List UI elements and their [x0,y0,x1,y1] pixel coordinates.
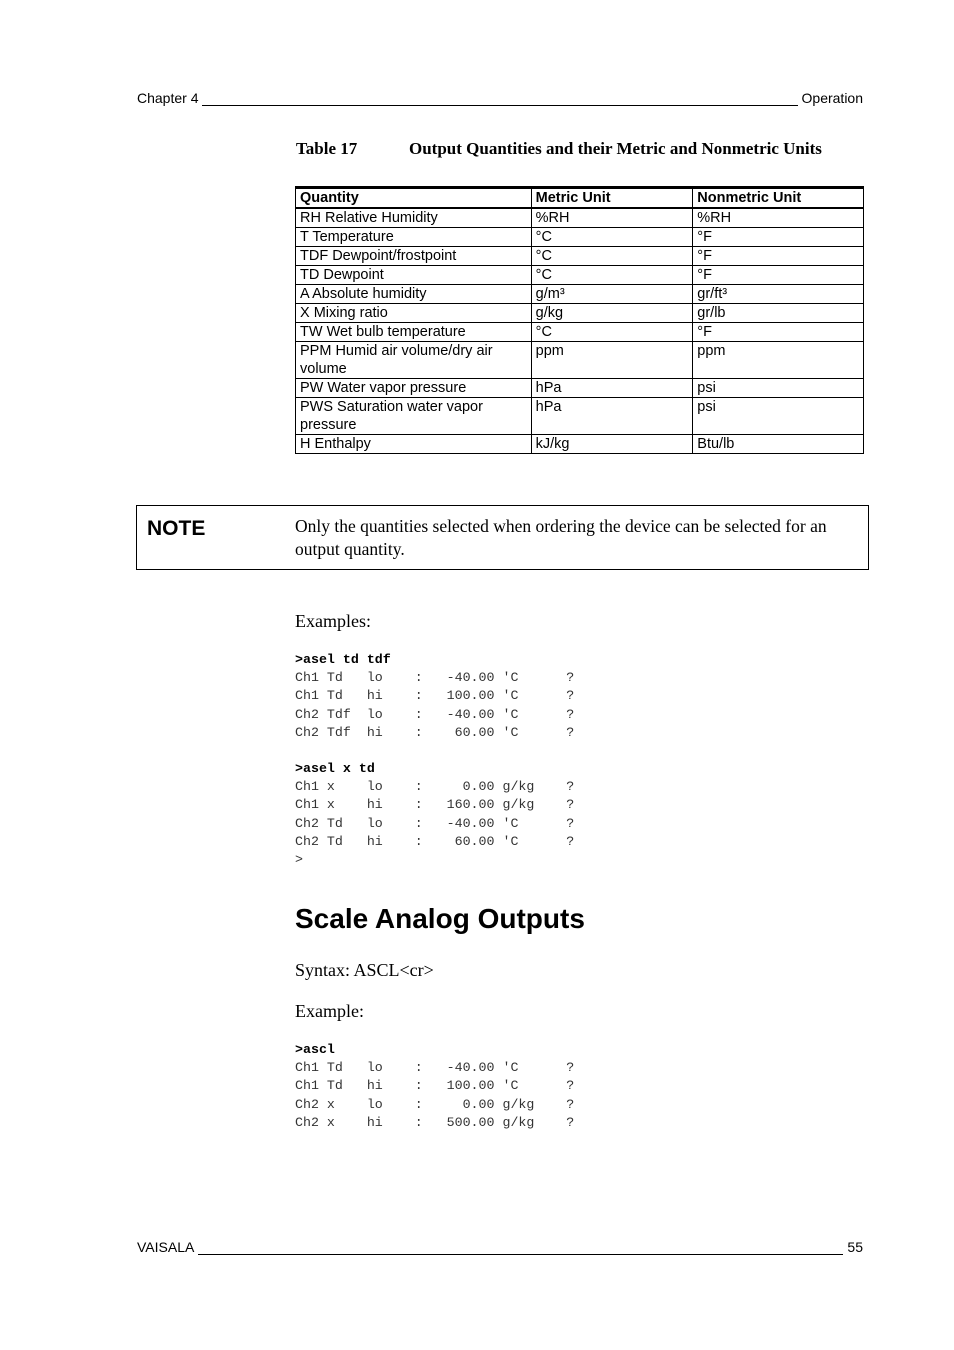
code-line: Ch1 Td hi : 100.00 'C ? [295,1078,575,1094]
header-rule [137,105,863,106]
code-line: Ch1 Td lo : -40.00 'C ? [295,1060,575,1076]
table-row [296,342,864,379]
quantity-cell: TD Dewpoint [296,266,532,285]
metric-unit-cell: °C [531,228,693,247]
table-number: Table 17 [296,139,358,158]
examples-label: Examples: [295,611,371,631]
metric-unit-cell: hPa [531,398,693,435]
quantity-cell: TDF Dewpoint/frostpoint [296,247,532,266]
table-row [296,247,864,266]
nonmetric-unit-cell: Btu/lb [693,435,864,454]
table-row [296,266,864,285]
nonmetric-unit-cell: gr/lb [693,304,864,323]
quantity-cell: H Enthalpy [296,435,532,454]
metric-unit-cell: °C [531,247,693,266]
table-row [296,323,864,342]
note-box [136,505,869,570]
table-row [296,398,864,435]
note-label: NOTE [147,517,206,540]
code-command: >asel x td [295,761,375,776]
code-line: Ch2 Tdf lo : -40.00 'C ? [295,706,575,722]
example-label: Example: [295,1001,364,1021]
code-line: Ch1 x lo : 0.00 g/kg ? [295,779,575,795]
table-row [296,208,864,228]
units-table [295,186,864,454]
nonmetric-unit-cell: °F [693,228,864,247]
quantity-cell: TW Wet bulb temperature [296,323,532,342]
quantity-cell: PW Water vapor pressure [296,379,532,398]
quantity-cell: PWS Saturation water vapor pressure [296,398,532,435]
code-command: >asel td tdf [295,652,391,667]
metric-unit-cell: g/m³ [531,285,693,304]
code-line: Ch2 Td hi : 60.00 'C ? [295,833,575,849]
page-footer [137,1239,863,1259]
column-header: Quantity [296,188,532,209]
metric-unit-cell: g/kg [531,304,693,323]
quantity-cell: A Absolute humidity [296,285,532,304]
section-heading: Scale Analog Outputs [295,903,585,934]
table-row [296,304,864,323]
table-row [296,285,864,304]
note-text: Only the quantities selected when ordering the device can be selected for an output quantity. [295,516,827,559]
code-line: Ch2 x lo : 0.00 g/kg ? [295,1096,575,1112]
quantity-cell: PPM Humid air volume/dry air volume [296,342,532,379]
code-prompt: > [295,852,303,868]
code-example-asel-x-td [295,760,574,869]
column-header: Nonmetric Unit [693,188,864,209]
code-line: Ch1 x hi : 160.00 g/kg ? [295,797,575,813]
column-header: Metric Unit [531,188,693,209]
footer-company: VAISALA [137,1239,198,1255]
code-line: Ch1 Td hi : 100.00 'C ? [295,688,575,704]
code-line: Ch1 Td lo : -40.00 'C ? [295,670,575,686]
quantity-cell: RH Relative Humidity [296,208,532,228]
footer-rule [137,1254,863,1255]
code-line: Ch2 x hi : 500.00 g/kg ? [295,1114,575,1130]
nonmetric-unit-cell: °F [693,266,864,285]
metric-unit-cell: %RH [531,208,693,228]
code-line: Ch2 Tdf hi : 60.00 'C ? [295,724,575,740]
quantity-cell: X Mixing ratio [296,304,532,323]
quantity-cell: T Temperature [296,228,532,247]
nonmetric-unit-cell: °F [693,323,864,342]
code-example-ascl [295,1041,574,1132]
nonmetric-unit-cell: psi [693,379,864,398]
nonmetric-unit-cell: %RH [693,208,864,228]
nonmetric-unit-cell: °F [693,247,864,266]
metric-unit-cell: hPa [531,379,693,398]
table-row [296,228,864,247]
table-header-row [296,188,864,209]
page-header [137,90,863,110]
metric-unit-cell: kJ/kg [531,435,693,454]
footer-page-number: 55 [843,1239,863,1255]
metric-unit-cell: °C [531,323,693,342]
metric-unit-cell: ppm [531,342,693,379]
nonmetric-unit-cell: gr/ft³ [693,285,864,304]
table-title: Output Quantities and their Metric and Nonmetric Units [409,139,822,158]
nonmetric-unit-cell: psi [693,398,864,435]
metric-unit-cell: °C [531,266,693,285]
table-row [296,379,864,398]
header-section: Operation [798,90,863,106]
syntax-line: Syntax: ASCL<cr> [295,960,434,980]
nonmetric-unit-cell: ppm [693,342,864,379]
code-command: >ascl [295,1042,335,1057]
table-row [296,435,864,454]
code-example-asel-td-tdf [295,651,574,742]
code-line: Ch2 Td lo : -40.00 'C ? [295,815,575,831]
header-chapter: Chapter 4 [137,90,202,106]
